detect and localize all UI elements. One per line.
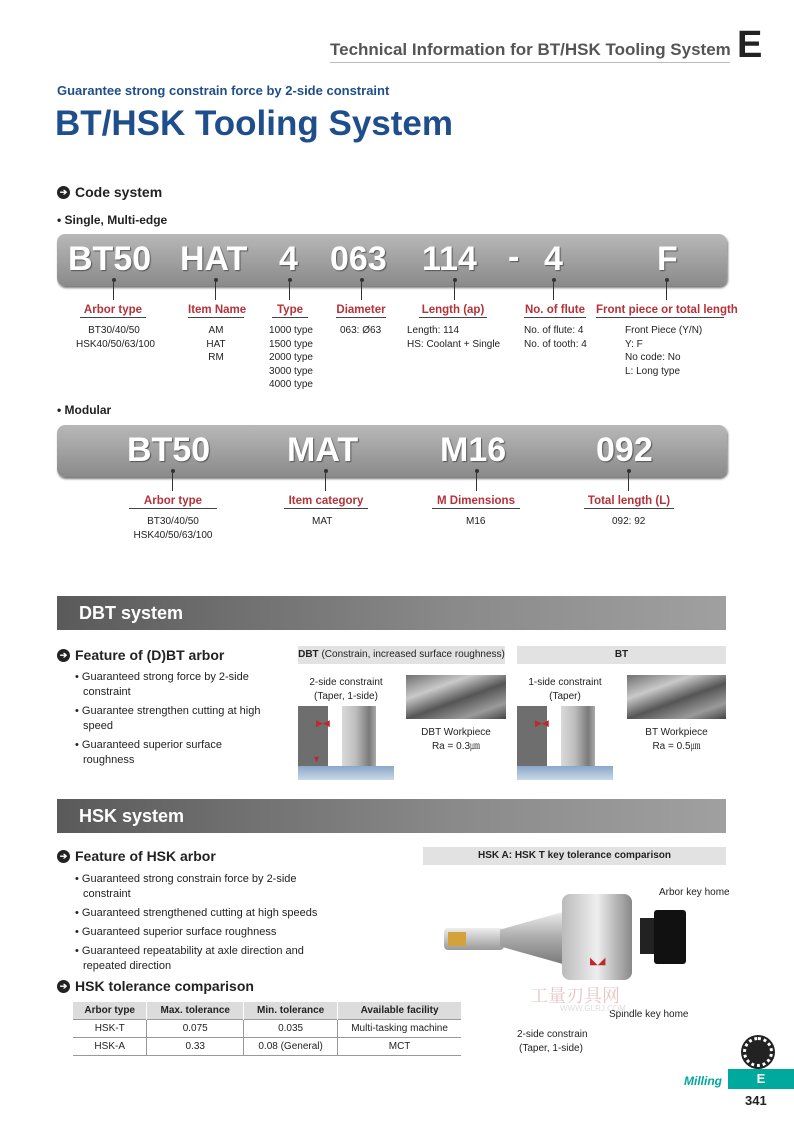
milling-cutter-icon — [743, 1037, 773, 1067]
code-flute: 4 — [544, 240, 563, 278]
field-label-arbor-type: Arbor type — [80, 304, 146, 318]
code-front: F — [657, 240, 678, 278]
modular-label-m-dimensions: M Dimensions — [432, 495, 520, 509]
code-system-heading: ➔ Code system — [57, 184, 162, 200]
modular-code-m: M16 — [440, 431, 507, 469]
dbt-bullets — [75, 670, 265, 772]
arbor-key-home-label: Arbor key home — [659, 887, 730, 898]
connector-line — [628, 473, 629, 491]
code-type: 4 — [279, 240, 298, 278]
field-label-front: Front piece or total length — [596, 304, 738, 316]
connector-line — [454, 282, 455, 300]
bt-workpiece-photo — [627, 675, 726, 719]
field-desc-arbor-type: BT30/40/50 HSK40/50/63/100 — [76, 325, 155, 350]
modular-desc-total-length: 092: 92 — [612, 516, 646, 527]
bt-comparison-header: BT — [517, 646, 726, 664]
hsk-bullet: • Guaranteed strengthened cutting at high speeds — [75, 907, 318, 919]
modular-label: • Modular — [57, 403, 112, 417]
modular-label-arbor-type: Arbor type — [129, 495, 217, 509]
hsk-comparison-header: HSK A: HSK T key tolerance comparison — [423, 847, 726, 865]
arrow-circle-icon: ➔ — [57, 850, 70, 863]
dbt-workpiece-photo — [406, 675, 506, 719]
arrow-circle-icon: ➔ — [57, 649, 70, 662]
field-desc-length: Length: 114 HS: Coolant + Single — [407, 325, 501, 350]
field-label-flute: No. of flute — [524, 304, 586, 316]
modular-label-total-length: Total length (L) — [584, 495, 674, 509]
modular-code-item: MAT — [287, 431, 359, 469]
field-desc-diameter: 063: Ø63 — [340, 325, 382, 336]
code-length: 114 — [422, 240, 477, 278]
connector-line — [361, 282, 362, 300]
modular-desc-m-dimensions: M16 — [466, 516, 486, 527]
modular-desc-item-category: MAT — [312, 516, 333, 527]
single-multi-edge-label: • Single, Multi-edge — [57, 213, 168, 227]
dbt-bullet: • Guaranteed superior surface roughness — [75, 739, 222, 766]
field-desc-type: 1000 type 1500 type 2000 type 3000 type 4000 type — [269, 325, 313, 390]
footer-letter: E — [728, 1069, 794, 1089]
dbt-feature-heading: ➔ Feature of (D)BT arbor — [57, 647, 224, 663]
connector-line — [113, 282, 114, 300]
watermark: 工量刃具网 — [530, 986, 620, 1006]
connector-line — [553, 282, 554, 300]
connector-line — [172, 473, 173, 491]
arrow-circle-icon: ➔ — [57, 980, 70, 993]
tolerance-heading: ➔ HSK tolerance comparison — [57, 978, 254, 994]
modular-label-item-category: Item category — [284, 495, 368, 509]
single-code-bar — [57, 234, 727, 286]
hsk-bullet: • Guaranteed repeatability at axle direction and repeated direction — [75, 945, 304, 972]
connector-line — [289, 282, 290, 300]
table-row: HSK-A 0.33 0.08 (General) MCT — [73, 1038, 461, 1056]
footer-section: Milling — [684, 1074, 722, 1088]
tolerance-table — [73, 1002, 461, 1056]
dbt-bullet: • Guaranteed strong force by 2-side constraint — [75, 671, 249, 698]
hsk-bullet: • Guaranteed strong constrain force by 2-side constraint — [75, 873, 297, 900]
field-desc-flute: No. of flute: 4 No. of tooth: 4 — [524, 325, 587, 350]
column-header: Max. tolerance — [147, 1002, 244, 1020]
column-header: Available facility — [338, 1002, 461, 1020]
connector-line — [325, 473, 326, 491]
code-diameter: 063 — [330, 240, 387, 278]
bt-arbor-image: ▶◀ — [517, 706, 613, 780]
header-rule — [330, 62, 730, 63]
dbt-constraint-caption: 2-side constraint (Taper, 1-side) — [309, 677, 383, 702]
field-label-item-name: Item Name — [188, 304, 247, 316]
code-item: HAT — [180, 240, 248, 278]
code-dash: - — [508, 238, 520, 276]
two-side-constrain-caption: 2-side constrain (Taper, 1-side) — [517, 1029, 588, 1054]
hsk-feature-heading: ➔ Feature of HSK arbor — [57, 848, 216, 864]
code-arbor: BT50 — [68, 240, 152, 278]
connector-line — [215, 282, 216, 300]
modular-code-length: 092 — [596, 431, 653, 469]
modular-code-arbor: BT50 — [127, 431, 211, 469]
connector-line — [476, 473, 477, 491]
watermark-url: WWW.GLRJ.COM — [560, 1004, 626, 1013]
spindle-key-home-label: Spindle key home — [609, 1009, 689, 1020]
arrow-circle-icon: ➔ — [57, 186, 70, 199]
column-header: Arbor type — [73, 1002, 147, 1020]
field-desc-front: Front Piece (Y/N) Y: F No code: No L: Long type — [625, 325, 703, 377]
bt-workpiece-caption: BT Workpiece Ra = 0.5㎛ — [645, 727, 708, 752]
modular-desc-arbor-type: BT30/40/50 HSK40/50/63/100 — [133, 516, 213, 541]
dbt-arbor-image: ▶◀ ▼ — [298, 706, 394, 780]
hsk-arbor-image: ◣◢ — [444, 880, 694, 990]
table-header-row — [73, 1002, 461, 1020]
dbt-workpiece-caption: DBT Workpiece Ra = 0.3㎛ — [421, 727, 491, 752]
field-label-length: Length (ap) — [419, 304, 487, 318]
field-label-diameter: Diameter — [336, 304, 386, 316]
subtitle: Guarantee strong constrain force by 2-side constraint — [57, 83, 390, 98]
page-number: 341 — [745, 1093, 767, 1108]
dbt-bullet: • Guarantee strengthen cutting at high speed — [75, 705, 261, 732]
table-row: HSK-T 0.075 0.035 Multi-tasking machine — [73, 1020, 461, 1038]
header-title: Technical Information for BT/HSK Tooling System — [330, 40, 731, 59]
header-letter: E — [737, 24, 763, 66]
field-label-type: Type — [272, 304, 308, 318]
hsk-system-band: HSK system — [57, 799, 726, 833]
dbt-comparison-header: DBT (Constrain, increased surface roughness) — [298, 646, 505, 664]
column-header: Min. tolerance — [244, 1002, 338, 1020]
bt-constraint-caption: 1-side constraint (Taper) — [528, 677, 602, 702]
field-desc-item-name: AM HAT RM — [206, 325, 226, 363]
connector-line — [666, 282, 667, 300]
page-title: BT/HSK Tooling System — [55, 104, 453, 143]
hsk-bullet: • Guaranteed superior surface roughness — [75, 926, 277, 938]
dbt-system-band: DBT system — [57, 596, 726, 630]
hsk-bullets — [75, 872, 335, 978]
